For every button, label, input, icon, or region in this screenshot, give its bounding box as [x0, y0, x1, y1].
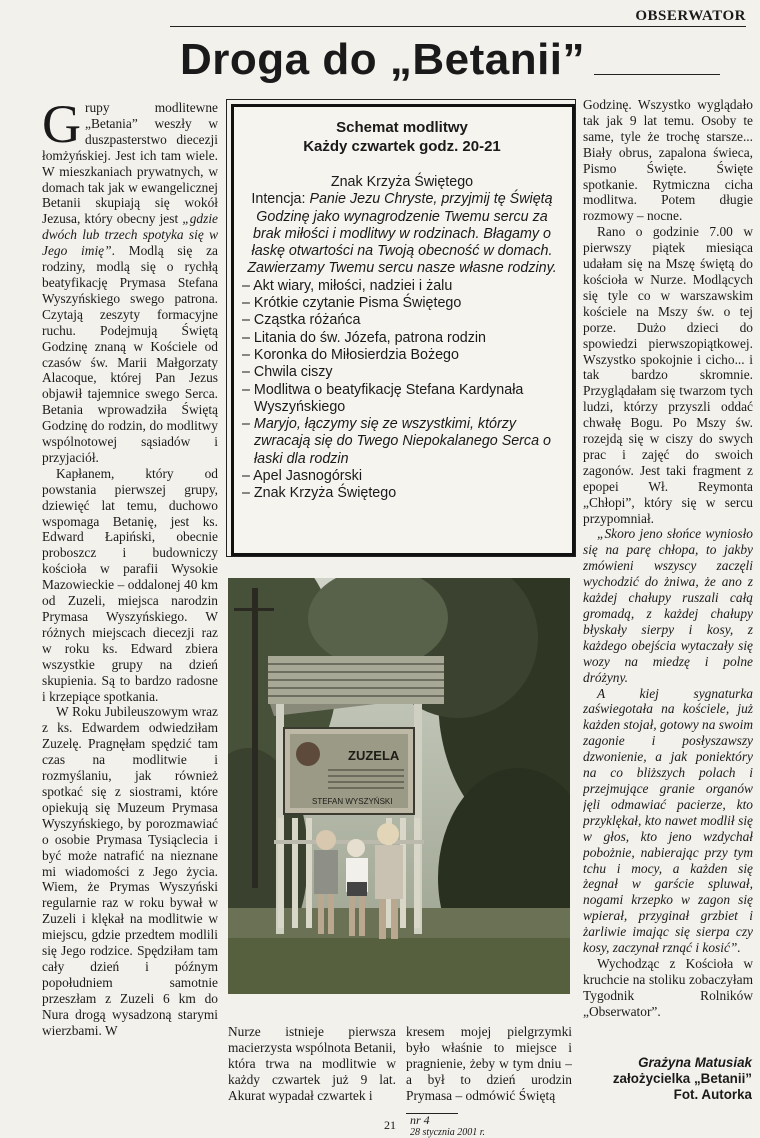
author-name: Grażyna Matusiak: [638, 1055, 752, 1070]
prayer-box-intention: [242, 191, 562, 277]
left-paragraph-2: [42, 466, 218, 705]
photo: [228, 578, 570, 994]
text-run: rupy modlitewne „Betania” weszły w duszpasterstwo diecezji łomżyńskiej. Jest ich tam wiele. W mieszkaniach prywatnych, w domach tak jak w ewangelicznej Betanii skupiają się wokół Jezusa, który obecny jest: [42, 100, 218, 227]
prayer-list-item: – Cząstka różańca: [242, 312, 361, 329]
prayer-list-item: – Chwila ciszy: [242, 364, 333, 381]
right-paragraph-1: [583, 97, 753, 224]
prayer-list-item: – Apel Jasnogórski: [242, 468, 363, 485]
left-paragraph-3: [42, 704, 218, 1038]
author-role: założycielka „Betanii”: [612, 1071, 752, 1086]
issue-number: nr 4: [410, 1113, 430, 1127]
photo-sign-title: ZUZELA: [348, 748, 400, 763]
text-run: W Roku Jubileuszowym wraz z ks. Edwardem odwiedziłam Zuzelę. Pragnęłam spędzić tam czas na modlitwie i rozmyślaniu, jak również spotkać się z siostrami, które opiekują się Muzeum Prymasa Wyszyńskiego, by porozmawiać o osobie Prymasa Tysiąclecia i być może natrafić na nieznane mi wiadomości z Jego życia. Wiem, że Prymas Wyszyński regularnie raz w roku bywał w Zuzeli i klękał na modlitwie w miejscu, gdzie przedtem modlili się Jego rodzice. Spędziłam tam cały dzień i późnym popołudniem samotnie przeszłam z Zuzeli 6 km do Nura drogą wysadzoną starymi wierzbami. W: [42, 704, 218, 1038]
text-run: . Modlą się za rodziny, modlą się o rychłą beatyfikację Prymasa Stefana Wyszyńskiego swego patrona. Czytają zeszyty formacyjne ruchu. Podejmują Świętą Godzinę znaną w Kościele od czasów św. Marii Małgorzaty Alacoque, której Pan Jezus objawił tajemnice swego Serca. Betania wprowadziła Świętą Godzinę do rodzin, do modlitwy wspólnotowej sąsiadów i przyjaciół.: [42, 243, 218, 465]
headline-rule: [594, 74, 720, 75]
prayer-list-item: – Znak Krzyża Świętego: [242, 485, 397, 502]
quote-run: „gdzie dwóch lub trzech spotyka się w Jego imię”: [42, 211, 218, 259]
prayer-list-item: – Litania do św. Józefa, patrona rodzin: [242, 329, 486, 346]
prayer-box-subtitle: Każdy czwartek godz. 20-21: [303, 138, 501, 155]
quote-run: „Skoro jeno słońce wyniosło się na parę chłopa, to jakby zmówieni wszyscy zaczęli wychodzić do żniwa, że ano z każdej chałupy ruszali całą gromadą, z każdej chałupy błyskały sierpy i kosy, z każdego obejścia wytaczały się wozy na miedzę i polne dróżyny.: [583, 526, 753, 685]
prayer-box-sign: Znak Krzyża Świętego: [330, 174, 474, 190]
prayer-list-item: – Krótkie czytanie Pisma Świętego: [242, 295, 462, 312]
text-run: Kapłanem, który od powstania pierwszej grupy, dziewięć lat temu, duchowo wspomaga Betanię, jest ks. Edward Łapiński, obecnie proboszcz i budowniczy kościoła w parafii Wysokie Mazowieckie – oddalonej 40 km od Zuzeli, miejsca narodzin Prymasa Wyszyńskiego. W różnych miejscach diecezji raz w roku ks. Edward zbiera wszystkie grupy na dzień skupienia. Są to bardzo radosne i krzepiące spotkania.: [42, 465, 218, 704]
prayer-list-item: – Akt wiary, miłości, nadziei i żalu: [242, 277, 453, 294]
page-number: 21: [384, 1118, 396, 1132]
prayer-box-content: [242, 118, 562, 503]
text-run: Godzinę. Wszystko wyglądało tak jak 9 lat temu. Osoby te same, tyle że trochę starsze... Biały obrus, zapalona świeca, Pismo Święte. Święte spotkanie. Rytmiczna cicha modlitwa. Potem długie rozmowy – nocne.: [583, 97, 753, 224]
photo-illustration: [228, 578, 570, 994]
headline: Droga do „Betanii”: [180, 35, 586, 84]
issue-date: 28 stycznia 2001 r.: [410, 1127, 485, 1138]
right-paragraph-4: [583, 686, 753, 956]
prayer-list-item: – Maryjo, łączymy się ze wszystkimi, którzy zwracają się do Twego Niepokalanego Serca o łaski dla rodzin: [242, 416, 551, 467]
prayer-list-item: – Modlitwa o beatyfikację Stefana Kardynała Wyszyńskiego: [242, 381, 524, 415]
intention-text: Panie Jezu Chryste, przyjmij tę Świętą Godzinę jako wynagrodzenie Twemu sercu za brak miłości i modlitwy w rodzinach. Błagamy o łaskę otwartości na Twoją obecność w domach. Zawierzamy Twemu sercu nasze własne rodziny.: [247, 191, 557, 277]
middle-paragraph-1: Nurze istnieje pierwsza macierzysta wspólnota Betanii, która trwa na modlitwie w każdy czwartek już 9 lat. Akurat wypadał czwartek i: [228, 1024, 396, 1103]
byline: [592, 1055, 752, 1103]
middle-column-2: [406, 1024, 572, 1108]
middle-column-1: [228, 1024, 396, 1108]
quote-run: A kiej sygnaturka zaświegotała na kościele, już każden stojał, gotowy na swoim zagonie i posłyszawszy dzwonienie, a jak poniektóry na co bliższych polach i przejmujące granie organów jęli odmawiać pacierze, kto przyklękał, kto nawet modlił się w głos, kto jeno wzdychał pobożnie, nabierając przy tym tchu i mocy, a każden się żegnał w garście spluwał, nogami krzepko w zagon się wpierał, przyginał grzbiet i żarliwie imając się sierpa czy kosy, zaczynał rznąć i kosić”.: [583, 685, 753, 956]
intention-label: Intencja:: [251, 191, 310, 208]
right-paragraph-5: [583, 956, 753, 1020]
photo-credit: Fot. Autorka: [673, 1087, 752, 1102]
prayer-box-title: Schemat modlitwy: [336, 119, 468, 136]
right-paragraph-2: [583, 224, 753, 526]
dropcap: G: [42, 100, 81, 154]
middle-paragraph-2: kresem mojej pielgrzymki było właśnie to miejsce i pragnienie, żeby w tym dniu – a był to dzień urodzin Prymasa – odmówić Świętą: [406, 1024, 572, 1103]
photo-sign-name: STEFAN WYSZYŃSKI: [312, 797, 393, 806]
right-column: [583, 97, 753, 1109]
prayer-list-item: – Koronka do Miłosierdzia Bożego: [242, 346, 459, 363]
prayer-list: [242, 278, 562, 503]
left-paragraph-1: [42, 100, 218, 466]
top-rule: [170, 26, 746, 27]
masthead: OBSERWATOR: [635, 8, 746, 24]
left-column: [42, 100, 218, 1110]
text-run: Wychodząc z Kościoła w kruchcie na stoliku zobaczyłam Tygodnik Rolników „Obserwator”.: [583, 955, 753, 1019]
right-paragraph-3: [583, 526, 753, 685]
text-run: Rano o godzinie 7.00 w pierwszy piątek miesiąca udałam się na Mszę świętą do kościoła w Nurze. Modlących się tyle co w warszawskim kościele na Mszy św. o tej porze. Dużo dzieci do spowiedzi pierwszopiątkowej. Wszystko spokojnie i cicho... i tak bardzo skromnie. Przyglądałam się twarzom tych ludzi, którzy przyszli oddać chwałę Bogu. Po Mszy św. rozejdą się w ciszy do swych prac i zajęć do swoich zagonów. Jest taki fragment z epopei Wł. Reymonta „Chłopi”, który się w sercu przypomniał.: [583, 224, 753, 526]
